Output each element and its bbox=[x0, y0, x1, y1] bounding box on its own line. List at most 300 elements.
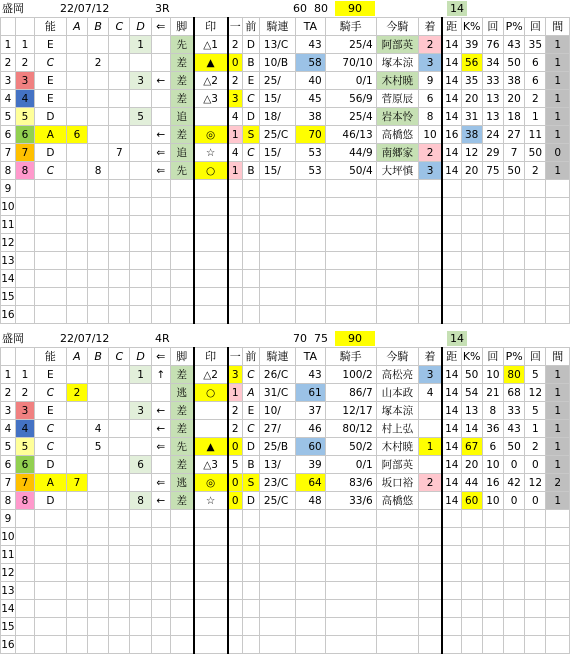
current-jockey: 塚本涼 bbox=[376, 402, 418, 420]
current-jockey: 大坪慎 bbox=[376, 162, 418, 180]
jockey-combo bbox=[259, 216, 295, 234]
k-count: 33 bbox=[482, 72, 503, 90]
row-number: 11 bbox=[1, 546, 16, 564]
row-number: 2 bbox=[1, 54, 16, 72]
horse-row[interactable] bbox=[1, 384, 570, 402]
ability-grade bbox=[34, 600, 66, 618]
current-jockey bbox=[376, 198, 418, 216]
distance: 14 bbox=[442, 366, 461, 384]
jockey-record bbox=[325, 180, 376, 198]
col-c bbox=[109, 306, 130, 324]
bracket-number: 7 bbox=[15, 474, 34, 492]
mark bbox=[194, 306, 228, 324]
interval: 1 bbox=[546, 72, 570, 90]
mae: B bbox=[242, 456, 259, 474]
jockey-record bbox=[325, 600, 376, 618]
jockey-record bbox=[325, 582, 376, 600]
col-a bbox=[66, 234, 87, 252]
current-jockey: 南郷家 bbox=[376, 144, 418, 162]
column-header: 距 bbox=[442, 18, 461, 36]
running-style bbox=[170, 270, 193, 288]
column-header: 間 bbox=[546, 348, 570, 366]
col-b: 8 bbox=[88, 162, 109, 180]
ability-grade: A bbox=[34, 474, 66, 492]
mae: C bbox=[242, 144, 259, 162]
running-style bbox=[170, 198, 193, 216]
p-percent bbox=[504, 234, 525, 252]
finish bbox=[419, 234, 442, 252]
horse-row[interactable] bbox=[1, 492, 570, 510]
mae bbox=[242, 528, 259, 546]
interval: 1 bbox=[546, 384, 570, 402]
bracket-number: 7 bbox=[15, 144, 34, 162]
empty-row bbox=[1, 234, 570, 252]
ta-score bbox=[296, 234, 326, 252]
distance: 14 bbox=[442, 72, 461, 90]
ichi bbox=[228, 564, 243, 582]
running-style bbox=[170, 528, 193, 546]
col-a bbox=[66, 438, 87, 456]
jockey-record bbox=[325, 288, 376, 306]
k-percent: 31 bbox=[461, 108, 482, 126]
mark bbox=[194, 528, 228, 546]
ichi bbox=[228, 510, 243, 528]
col-b bbox=[88, 198, 109, 216]
horse-row[interactable] bbox=[1, 36, 570, 54]
p-percent: 43 bbox=[504, 420, 525, 438]
col-c bbox=[109, 402, 130, 420]
k-count bbox=[482, 270, 503, 288]
ichi: 2 bbox=[228, 72, 243, 90]
p-count bbox=[525, 582, 546, 600]
interval: 1 bbox=[546, 456, 570, 474]
ichi bbox=[228, 546, 243, 564]
distance: 14 bbox=[442, 492, 461, 510]
jockey-combo: 10/ bbox=[259, 402, 295, 420]
horse-row[interactable] bbox=[1, 474, 570, 492]
col-d: 3 bbox=[130, 402, 151, 420]
race-number: 3R bbox=[155, 2, 170, 15]
arrow bbox=[151, 306, 170, 324]
current-jockey: 阿部英 bbox=[376, 36, 418, 54]
col-d bbox=[130, 126, 151, 144]
jockey-record: 0/1 bbox=[325, 456, 376, 474]
ta-score bbox=[296, 564, 326, 582]
col-d: 5 bbox=[130, 108, 151, 126]
k-count bbox=[482, 582, 503, 600]
p-count: 2 bbox=[525, 438, 546, 456]
column-header: P% bbox=[504, 348, 525, 366]
k-count: 10 bbox=[482, 492, 503, 510]
current-jockey bbox=[376, 252, 418, 270]
score-2: 80 bbox=[314, 2, 328, 15]
row-number: 13 bbox=[1, 252, 16, 270]
finish bbox=[419, 510, 442, 528]
col-a bbox=[66, 564, 87, 582]
ichi bbox=[228, 216, 243, 234]
arrow bbox=[151, 198, 170, 216]
bracket-number bbox=[15, 252, 34, 270]
ichi bbox=[228, 198, 243, 216]
ability-grade: C bbox=[34, 384, 66, 402]
jockey-combo: 15/ bbox=[259, 144, 295, 162]
col-a: 6 bbox=[66, 126, 87, 144]
current-jockey bbox=[376, 234, 418, 252]
arrow bbox=[151, 54, 170, 72]
col-a bbox=[66, 180, 87, 198]
jockey-record bbox=[325, 306, 376, 324]
race-table bbox=[0, 17, 570, 324]
ichi bbox=[228, 252, 243, 270]
k-percent bbox=[461, 564, 482, 582]
arrow bbox=[151, 384, 170, 402]
distance bbox=[442, 198, 461, 216]
k-percent bbox=[461, 234, 482, 252]
ta-score: 58 bbox=[296, 54, 326, 72]
jockey-combo: 31/C bbox=[259, 384, 295, 402]
current-jockey: 菅原辰 bbox=[376, 90, 418, 108]
interval: 1 bbox=[546, 366, 570, 384]
jockey-record bbox=[325, 528, 376, 546]
k-percent: 67 bbox=[461, 438, 482, 456]
p-count bbox=[525, 180, 546, 198]
finish bbox=[419, 582, 442, 600]
current-jockey: 高松亮 bbox=[376, 366, 418, 384]
interval: 1 bbox=[546, 420, 570, 438]
ability-grade: A bbox=[34, 126, 66, 144]
horse-row[interactable] bbox=[1, 108, 570, 126]
arrow bbox=[151, 234, 170, 252]
p-percent: 33 bbox=[504, 402, 525, 420]
row-number: 16 bbox=[1, 306, 16, 324]
mark: ▲ bbox=[194, 438, 228, 456]
arrow bbox=[151, 528, 170, 546]
column-header: 騎手 bbox=[325, 348, 376, 366]
horse-row[interactable] bbox=[1, 72, 570, 90]
ichi bbox=[228, 270, 243, 288]
ability-grade bbox=[34, 198, 66, 216]
empty-row bbox=[1, 180, 570, 198]
bracket-number bbox=[15, 582, 34, 600]
current-jockey: 高橋悠 bbox=[376, 492, 418, 510]
column-header: 脚 bbox=[170, 348, 193, 366]
p-count: 11 bbox=[525, 126, 546, 144]
p-count bbox=[525, 618, 546, 636]
jockey-record bbox=[325, 216, 376, 234]
col-a bbox=[66, 252, 87, 270]
bracket-number bbox=[15, 546, 34, 564]
col-b bbox=[88, 288, 109, 306]
jockey-combo bbox=[259, 510, 295, 528]
horse-row[interactable] bbox=[1, 456, 570, 474]
horse-row[interactable] bbox=[1, 366, 570, 384]
col-c bbox=[109, 54, 130, 72]
mae: D bbox=[242, 492, 259, 510]
running-style: 差 bbox=[170, 492, 193, 510]
current-jockey bbox=[376, 600, 418, 618]
mark bbox=[194, 180, 228, 198]
mark: △3 bbox=[194, 90, 228, 108]
mae bbox=[242, 216, 259, 234]
p-count: 50 bbox=[525, 144, 546, 162]
jockey-combo bbox=[259, 546, 295, 564]
k-count: 8 bbox=[482, 402, 503, 420]
col-b bbox=[88, 510, 109, 528]
k-count bbox=[482, 618, 503, 636]
running-style: 先 bbox=[170, 36, 193, 54]
mae: C bbox=[242, 420, 259, 438]
horse-row[interactable] bbox=[1, 420, 570, 438]
p-percent: 50 bbox=[504, 54, 525, 72]
col-c bbox=[109, 636, 130, 654]
arrow bbox=[151, 546, 170, 564]
k-count bbox=[482, 510, 503, 528]
p-percent: 27 bbox=[504, 126, 525, 144]
running-style bbox=[170, 636, 193, 654]
col-b bbox=[88, 36, 109, 54]
bracket-number bbox=[15, 234, 34, 252]
interval: 1 bbox=[546, 126, 570, 144]
k-count: 36 bbox=[482, 420, 503, 438]
ta-score: 43 bbox=[296, 366, 326, 384]
ichi bbox=[228, 234, 243, 252]
col-c bbox=[109, 162, 130, 180]
arrow bbox=[151, 90, 170, 108]
empty-row bbox=[1, 198, 570, 216]
finish bbox=[419, 306, 442, 324]
k-count bbox=[482, 288, 503, 306]
finish bbox=[419, 270, 442, 288]
bracket-number: 5 bbox=[15, 438, 34, 456]
bracket-number: 4 bbox=[15, 420, 34, 438]
ability-grade bbox=[34, 306, 66, 324]
col-c bbox=[109, 618, 130, 636]
k-percent bbox=[461, 306, 482, 324]
finish bbox=[419, 618, 442, 636]
k-count bbox=[482, 528, 503, 546]
jockey-combo: 10/B bbox=[259, 54, 295, 72]
mae bbox=[242, 618, 259, 636]
row-number: 6 bbox=[1, 456, 16, 474]
col-d bbox=[130, 546, 151, 564]
mark bbox=[194, 216, 228, 234]
jockey-record: 56/9 bbox=[325, 90, 376, 108]
ability-grade bbox=[34, 216, 66, 234]
bracket-number: 6 bbox=[15, 456, 34, 474]
running-style: 先 bbox=[170, 438, 193, 456]
col-b: 5 bbox=[88, 438, 109, 456]
horse-row[interactable] bbox=[1, 90, 570, 108]
col-a bbox=[66, 492, 87, 510]
col-a bbox=[66, 510, 87, 528]
column-header: 一 bbox=[228, 348, 243, 366]
running-style: 差 bbox=[170, 126, 193, 144]
race-date: 22/07/12 bbox=[60, 332, 110, 345]
jockey-combo bbox=[259, 306, 295, 324]
col-a bbox=[66, 144, 87, 162]
current-jockey: 岩本怜 bbox=[376, 108, 418, 126]
ta-score: 37 bbox=[296, 402, 326, 420]
col-d bbox=[130, 420, 151, 438]
ichi bbox=[228, 582, 243, 600]
mae: S bbox=[242, 126, 259, 144]
ichi: 5 bbox=[228, 456, 243, 474]
mark bbox=[194, 546, 228, 564]
col-b: 4 bbox=[88, 420, 109, 438]
col-b bbox=[88, 384, 109, 402]
score-2: 75 bbox=[314, 332, 328, 345]
k-percent: 60 bbox=[461, 492, 482, 510]
horse-row[interactable] bbox=[1, 126, 570, 144]
finish bbox=[419, 198, 442, 216]
current-jockey bbox=[376, 510, 418, 528]
col-a: 7 bbox=[66, 474, 87, 492]
distance: 14 bbox=[442, 474, 461, 492]
finish bbox=[419, 288, 442, 306]
race-header bbox=[0, 330, 573, 347]
jockey-record: 86/7 bbox=[325, 384, 376, 402]
bracket-number bbox=[15, 180, 34, 198]
row-number: 1 bbox=[1, 366, 16, 384]
arrow bbox=[151, 216, 170, 234]
arrow bbox=[151, 456, 170, 474]
k-count: 10 bbox=[482, 366, 503, 384]
empty-row bbox=[1, 546, 570, 564]
finish bbox=[419, 402, 442, 420]
col-d: 8 bbox=[130, 492, 151, 510]
horse-row[interactable] bbox=[1, 162, 570, 180]
ta-score bbox=[296, 180, 326, 198]
running-style bbox=[170, 582, 193, 600]
column-header: 前 bbox=[242, 348, 259, 366]
finish bbox=[419, 600, 442, 618]
k-count bbox=[482, 252, 503, 270]
ability-grade: E bbox=[34, 90, 66, 108]
p-count: 2 bbox=[525, 90, 546, 108]
p-count bbox=[525, 306, 546, 324]
interval: 1 bbox=[546, 402, 570, 420]
distance bbox=[442, 252, 461, 270]
col-b bbox=[88, 90, 109, 108]
arrow: ← bbox=[151, 72, 170, 90]
ichi: 1 bbox=[228, 384, 243, 402]
col-d: 1 bbox=[130, 36, 151, 54]
col-c bbox=[109, 546, 130, 564]
current-jockey bbox=[376, 270, 418, 288]
interval: 1 bbox=[546, 54, 570, 72]
running-style: 逃 bbox=[170, 474, 193, 492]
running-style bbox=[170, 234, 193, 252]
jockey-combo: 18/ bbox=[259, 108, 295, 126]
mae: E bbox=[242, 402, 259, 420]
distance bbox=[442, 582, 461, 600]
row-number: 7 bbox=[1, 474, 16, 492]
running-style: 追 bbox=[170, 108, 193, 126]
interval: 1 bbox=[546, 36, 570, 54]
jockey-combo: 25/C bbox=[259, 492, 295, 510]
k-count bbox=[482, 216, 503, 234]
distance: 14 bbox=[442, 402, 461, 420]
col-c bbox=[109, 438, 130, 456]
col-a bbox=[66, 198, 87, 216]
col-a bbox=[66, 54, 87, 72]
p-percent: 43 bbox=[504, 36, 525, 54]
mark: △1 bbox=[194, 36, 228, 54]
ichi bbox=[228, 306, 243, 324]
ichi bbox=[228, 600, 243, 618]
col-d bbox=[130, 528, 151, 546]
jockey-record: 70/10 bbox=[325, 54, 376, 72]
p-count: 35 bbox=[525, 36, 546, 54]
bracket-number: 2 bbox=[15, 54, 34, 72]
jockey-record bbox=[325, 252, 376, 270]
k-percent: 35 bbox=[461, 72, 482, 90]
column-header: 着 bbox=[419, 348, 442, 366]
k-percent bbox=[461, 600, 482, 618]
jockey-record bbox=[325, 564, 376, 582]
distance bbox=[442, 288, 461, 306]
current-jockey bbox=[376, 288, 418, 306]
finish bbox=[419, 564, 442, 582]
column-header-row bbox=[1, 18, 570, 36]
column-header: 距 bbox=[442, 348, 461, 366]
col-a bbox=[66, 636, 87, 654]
horse-row[interactable] bbox=[1, 438, 570, 456]
ability-grade: C bbox=[34, 54, 66, 72]
row-number: 6 bbox=[1, 126, 16, 144]
p-count bbox=[525, 252, 546, 270]
column-header: 印 bbox=[194, 348, 228, 366]
col-b bbox=[88, 252, 109, 270]
horse-row[interactable] bbox=[1, 54, 570, 72]
k-count: 13 bbox=[482, 108, 503, 126]
row-number: 3 bbox=[1, 72, 16, 90]
ichi: 4 bbox=[228, 108, 243, 126]
distance bbox=[442, 270, 461, 288]
arrow: ← bbox=[151, 420, 170, 438]
bracket-number: 2 bbox=[15, 384, 34, 402]
jockey-combo: 13/ bbox=[259, 456, 295, 474]
mae bbox=[242, 582, 259, 600]
distance-flag: 14 bbox=[447, 1, 467, 16]
ta-score: 64 bbox=[296, 474, 326, 492]
jockey-combo bbox=[259, 564, 295, 582]
running-style bbox=[170, 306, 193, 324]
col-a bbox=[66, 90, 87, 108]
p-percent bbox=[504, 198, 525, 216]
jockey-record: 50/4 bbox=[325, 162, 376, 180]
col-b bbox=[88, 474, 109, 492]
p-percent: 18 bbox=[504, 108, 525, 126]
row-number: 10 bbox=[1, 528, 16, 546]
column-header: D bbox=[130, 348, 151, 366]
race-table bbox=[0, 347, 570, 654]
col-d bbox=[130, 288, 151, 306]
col-d bbox=[130, 252, 151, 270]
p-count: 2 bbox=[525, 162, 546, 180]
score-3: 90 bbox=[335, 331, 375, 346]
horse-row[interactable] bbox=[1, 402, 570, 420]
ichi: 1 bbox=[228, 162, 243, 180]
horse-row[interactable] bbox=[1, 144, 570, 162]
column-header: 騎手 bbox=[325, 18, 376, 36]
distance: 14 bbox=[442, 162, 461, 180]
row-number: 4 bbox=[1, 90, 16, 108]
interval: 1 bbox=[546, 162, 570, 180]
row-number: 15 bbox=[1, 618, 16, 636]
ability-grade bbox=[34, 546, 66, 564]
venue-label: 盛岡 bbox=[2, 2, 24, 15]
